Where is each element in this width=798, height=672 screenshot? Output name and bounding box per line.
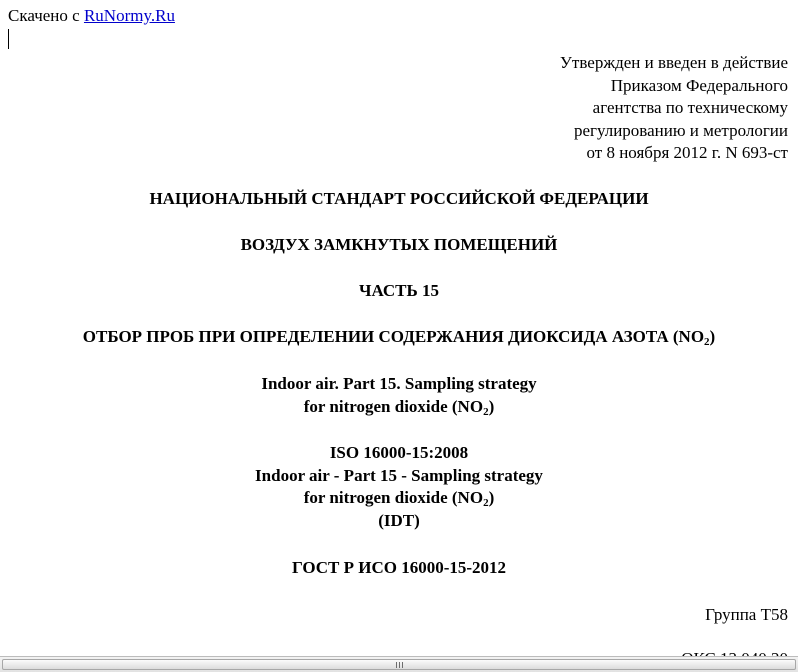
national-standard-text: НАЦИОНАЛЬНЫЙ СТАНДАРТ РОССИЙСКОЙ ФЕДЕРАЦИИ: [149, 189, 649, 208]
text-caret: [8, 29, 9, 49]
approval-line: регулированию и метрологии: [573, 120, 788, 140]
english-title-line2: [0, 396, 798, 419]
subtitle-text: [0, 326, 798, 349]
english-title-line2-post: ): [488, 396, 495, 416]
english-title-subscript: 2: [483, 405, 489, 418]
subtitle-post: ): [709, 327, 716, 346]
iso-title-line2-post: ): [488, 488, 495, 508]
iso-title-subscript: 2: [483, 497, 489, 510]
iso-title-line2: [0, 487, 798, 510]
english-title-line2-pre: for nitrogen dioxide (NO: [303, 396, 484, 416]
approval-line: от 8 ноября 2012 г. N 693-ст: [586, 143, 788, 163]
part-heading: [0, 280, 798, 303]
national-standard-heading: [0, 188, 798, 211]
runormy-link[interactable]: RuNormy.Ru: [83, 6, 175, 25]
source-prefix: Скачено с: [8, 6, 84, 25]
grip-icon: [396, 662, 405, 668]
iso-title-line2-pre: for nitrogen dioxide (NO: [303, 488, 484, 508]
iso-title-line1: Indoor air - Part 15 - Sampling strategy: [255, 465, 543, 485]
approval-line: Утвержден и введен в действие: [559, 53, 788, 72]
main-title-text: ВОЗДУХ ЗАМКНУТЫХ ПОМЕЩЕНИЙ: [240, 235, 558, 254]
gost-number-heading: [0, 557, 798, 580]
main-title: [0, 234, 798, 257]
gost-number: ГОСТ Р ИСО 16000-15-2012: [291, 558, 507, 577]
source-line: [8, 6, 175, 26]
iso-number: ISO 16000-15:2008: [329, 443, 469, 462]
subtitle-subscript: 2: [704, 336, 710, 348]
english-title-line1: Indoor air. Part 15. Sampling strategy: [261, 374, 537, 393]
approval-block: [388, 52, 788, 165]
approval-line: Приказом Федерального: [610, 75, 788, 95]
part-text: ЧАСТЬ 15: [358, 281, 439, 300]
subtitle-pre: ОТБОР ПРОБ ПРИ ОПРЕДЕЛЕНИИ СОДЕРЖАНИЯ ДИОКСИДА АЗОТА (NO: [82, 327, 705, 346]
iso-block: [0, 442, 798, 532]
group-label: Группа Т58: [705, 605, 788, 624]
idt-label: (IDT): [378, 510, 420, 530]
approval-line: агентства по техническому: [592, 98, 788, 118]
english-title: [0, 373, 798, 418]
scrollbar-thumb[interactable]: [2, 659, 796, 670]
horizontal-scrollbar[interactable]: [0, 656, 798, 672]
subtitle: [0, 326, 798, 349]
